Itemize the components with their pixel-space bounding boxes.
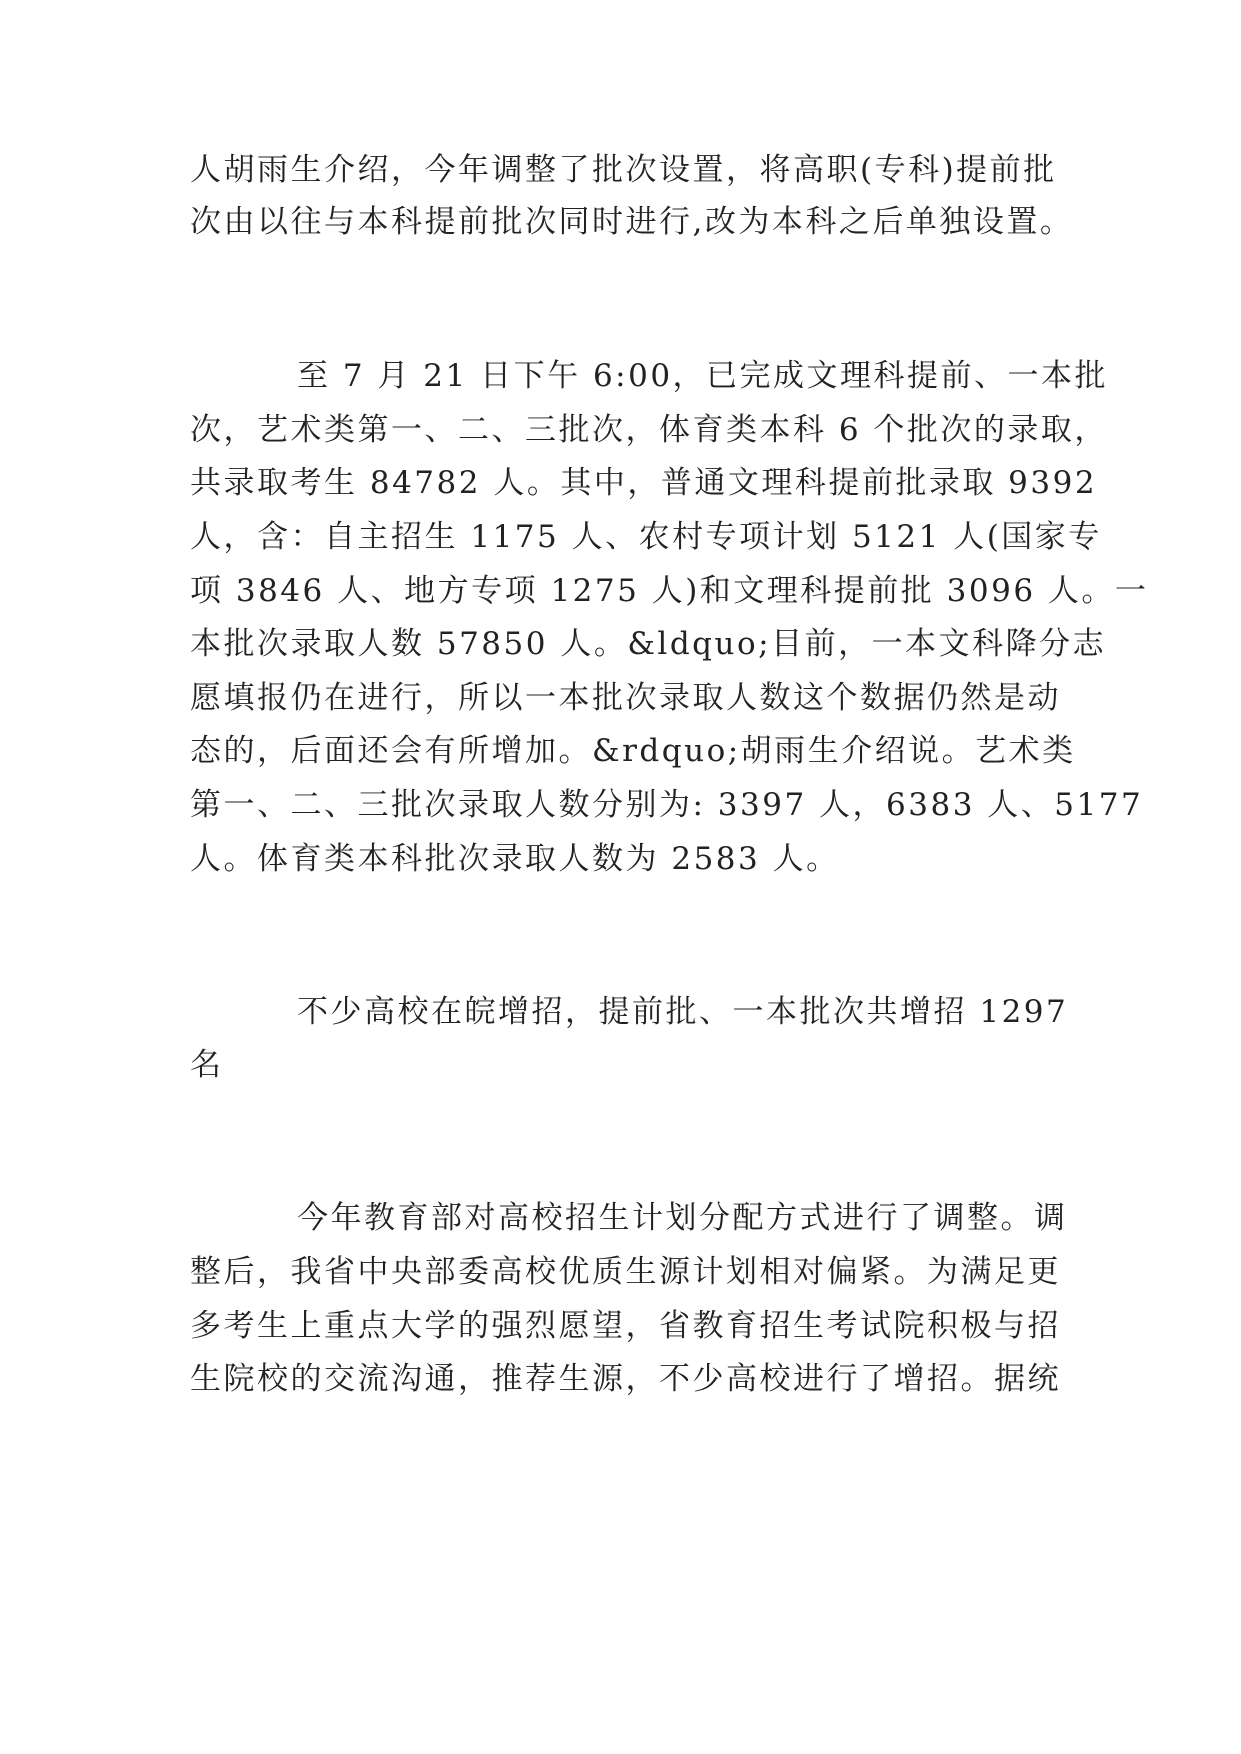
paragraph-2-line-8: 态的，后面还会有所增加。&rdquo;胡雨生介绍说。艺术类 [190, 733, 1076, 769]
paragraph-2-line-6: 本批次录取人数 57850 人。&ldquo;目前，一本文科降分志 [190, 626, 1107, 662]
paragraph-1-line-1: 人胡雨生介绍，今年调整了批次设置，将高职(专科)提前批 [190, 152, 1057, 188]
paragraph-1-line-2: 次由以往与本科提前批次同时进行,改为本科之后单独设置。 [190, 204, 1074, 240]
paragraph-4-line-3: 多考生上重点大学的强烈愿望，省教育招生考试院积极与招 [190, 1308, 1061, 1344]
paragraph-3-line-1: 不少高校在皖增招，提前批、一本批次共增招 1297 [297, 994, 1069, 1030]
paragraph-3-line-2: 名 [190, 1047, 224, 1083]
paragraph-4-line-1: 今年教育部对高校招生计划分配方式进行了调整。调 [297, 1200, 1068, 1236]
paragraph-2-line-4: 人，含：自主招生 1175 人、农村专项计划 5121 人(国家专 [190, 519, 1102, 555]
paragraph-2-line-7: 愿填报仍在进行，所以一本批次录取人数这个数据仍然是动 [190, 680, 1061, 716]
paragraph-2-line-10: 人。体育类本科批次录取人数为 2583 人。 [190, 841, 840, 877]
paragraph-2-line-1: 至 7 月 21 日下午 6:00，已完成文理科提前、一本批 [297, 358, 1109, 394]
paragraph-2-line-5: 项 3846 人、地方专项 1275 人)和文理科提前批 3096 人。一 [190, 573, 1149, 609]
paragraph-2-line-9: 第一、二、三批次录取人数分别为: 3397 人，6383 人、5177 [190, 787, 1144, 823]
paragraph-2-line-2: 次，艺术类第一、二、三批次，体育类本科 6 个批次的录取， [190, 412, 1108, 448]
paragraph-2-line-3: 共录取考生 84782 人。其中，普通文理科提前批录取 9392 [190, 465, 1098, 501]
paragraph-4-line-2: 整后，我省中央部委高校优质生源计划相对偏紧。为满足更 [190, 1254, 1061, 1290]
paragraph-4-line-4: 生院校的交流沟通，推荐生源，不少高校进行了增招。据统 [190, 1361, 1061, 1397]
